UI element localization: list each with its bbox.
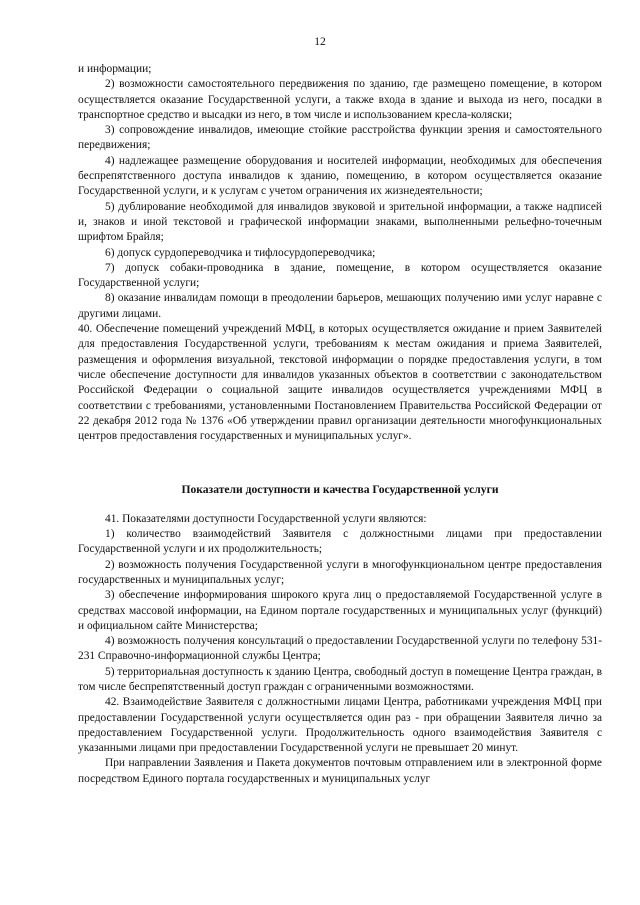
paragraph: 2) возможность получения Государственной услуги в многофункциональном центре предоставления государственных и муниципальных услуг;: [78, 558, 602, 586]
page-number: 12: [314, 35, 326, 48]
paragraph: 4) надлежащее размещение оборудования и носителей информации, необходимых для обеспечения беспрепятственного доступа инвалидов к зданию, помещению, в котором осуществляется оказание Государственной услуги, и к услугам с учетом ограничения их жизнедеятельности;: [78, 154, 602, 198]
paragraph: 41. Показателями доступности Государственной услуги являются:: [105, 512, 427, 525]
document-body: [78, 62, 602, 787]
paragraph: 1) количество взаимодействий Заявителя с должностными лицами при предоставлении Государственной услуги и их продолжительность;: [78, 528, 602, 556]
paragraph: 2) возможности самостоятельного передвижения по зданию, где размещено помещение, в котором осуществляется оказание Государственной услуги, а также входа в здание и выхода из него, посадки в транспортное средство и высадки из него, в том числе и использованием кресла-коляски;: [78, 78, 602, 121]
paragraph: и информации;: [78, 63, 152, 75]
paragraph: 6) допуск сурдопереводчика и тифлосурдопереводчика;: [105, 246, 376, 259]
paragraph: 40. Обеспечение помещений учреждений МФЦ, в которых осуществляется ожидание и прием Заявителей для предоставления Государственной услуги, требованиям к местам ожидания и приема Заявителей, размещения и оформления визуальной, текстовой информации о порядке предоставления услуги, в том числе обеспечение доступности для инвалидов указанных объектов в соответствии с законодательством Российской Федерации о социальной защите инвалидов осуществляется учреждениями МФЦ в соответствии с требованиями, установленными Постановлением Правительства Российской Федерации от 22 декабря 2012 года № 1376 «Об утверждении правил организации деятельности многофункциональных центров предоставления государственных и муниципальных услуг».: [78, 323, 602, 443]
paragraph: 7) допуск собаки-проводника в здание, помещение, в котором осуществляется оказание Государственной услуги;: [78, 261, 602, 290]
paragraph: 3) сопровождение инвалидов, имеющие стойкие расстройства функции зрения и самостоятельного передвижения;: [78, 124, 602, 152]
paragraph-group-top: [78, 62, 602, 444]
paragraph: 5) дублирование необходимой для инвалидов звуковой и зрительной информации, а также надписей и, знаков и иной текстовой и графической информации знаками, выполненными рельефно-точечным шрифтом Брайля;: [78, 200, 602, 244]
paragraph: 8) оказание инвалидам помощи в преодолении барьеров, мешающих получению ими услуг наравне с другими лицами.: [78, 292, 602, 320]
paragraph: 3) обеспечение информирования широкого круга лиц о предоставляемой Государственной услуге в средствах массовой информации, на Едином портале государственных и муниципальных услуг (функций) и официальном сайте Министерства;: [78, 589, 602, 632]
section-heading: Показатели доступности и качества Государственной услуги: [181, 483, 499, 497]
paragraph: 42. Взаимодействие Заявителя с должностными лицами Центра, работниками учреждения МФЦ при предоставлении Государственной услуги осуществляется один раз - при обращении Заявителя лично за предоставлением Государственной услуги. Продолжительность одного взаимодействия Заявителя с указанными лицами при предоставлении Государственной услуги не превышает 20 минут.: [78, 696, 602, 755]
paragraph-group-bottom: [78, 512, 602, 787]
paragraph: 4) возможность получения консультаций о предоставлении Государственной услуги по телефону 531-231 Справочно-информационной службы Центра;: [78, 635, 602, 663]
paragraph: 5) территориальная доступность к зданию Центра, свободный доступ в помещение Центра граждан, в том числе беспрепятственный доступ граждан с ограниченными возможностями.: [78, 665, 602, 693]
paragraph: При направлении Заявления и Пакета документов почтовым отправлением или в электронной форме посредством Единого портала государственных и муниципальных услуг: [78, 757, 602, 785]
